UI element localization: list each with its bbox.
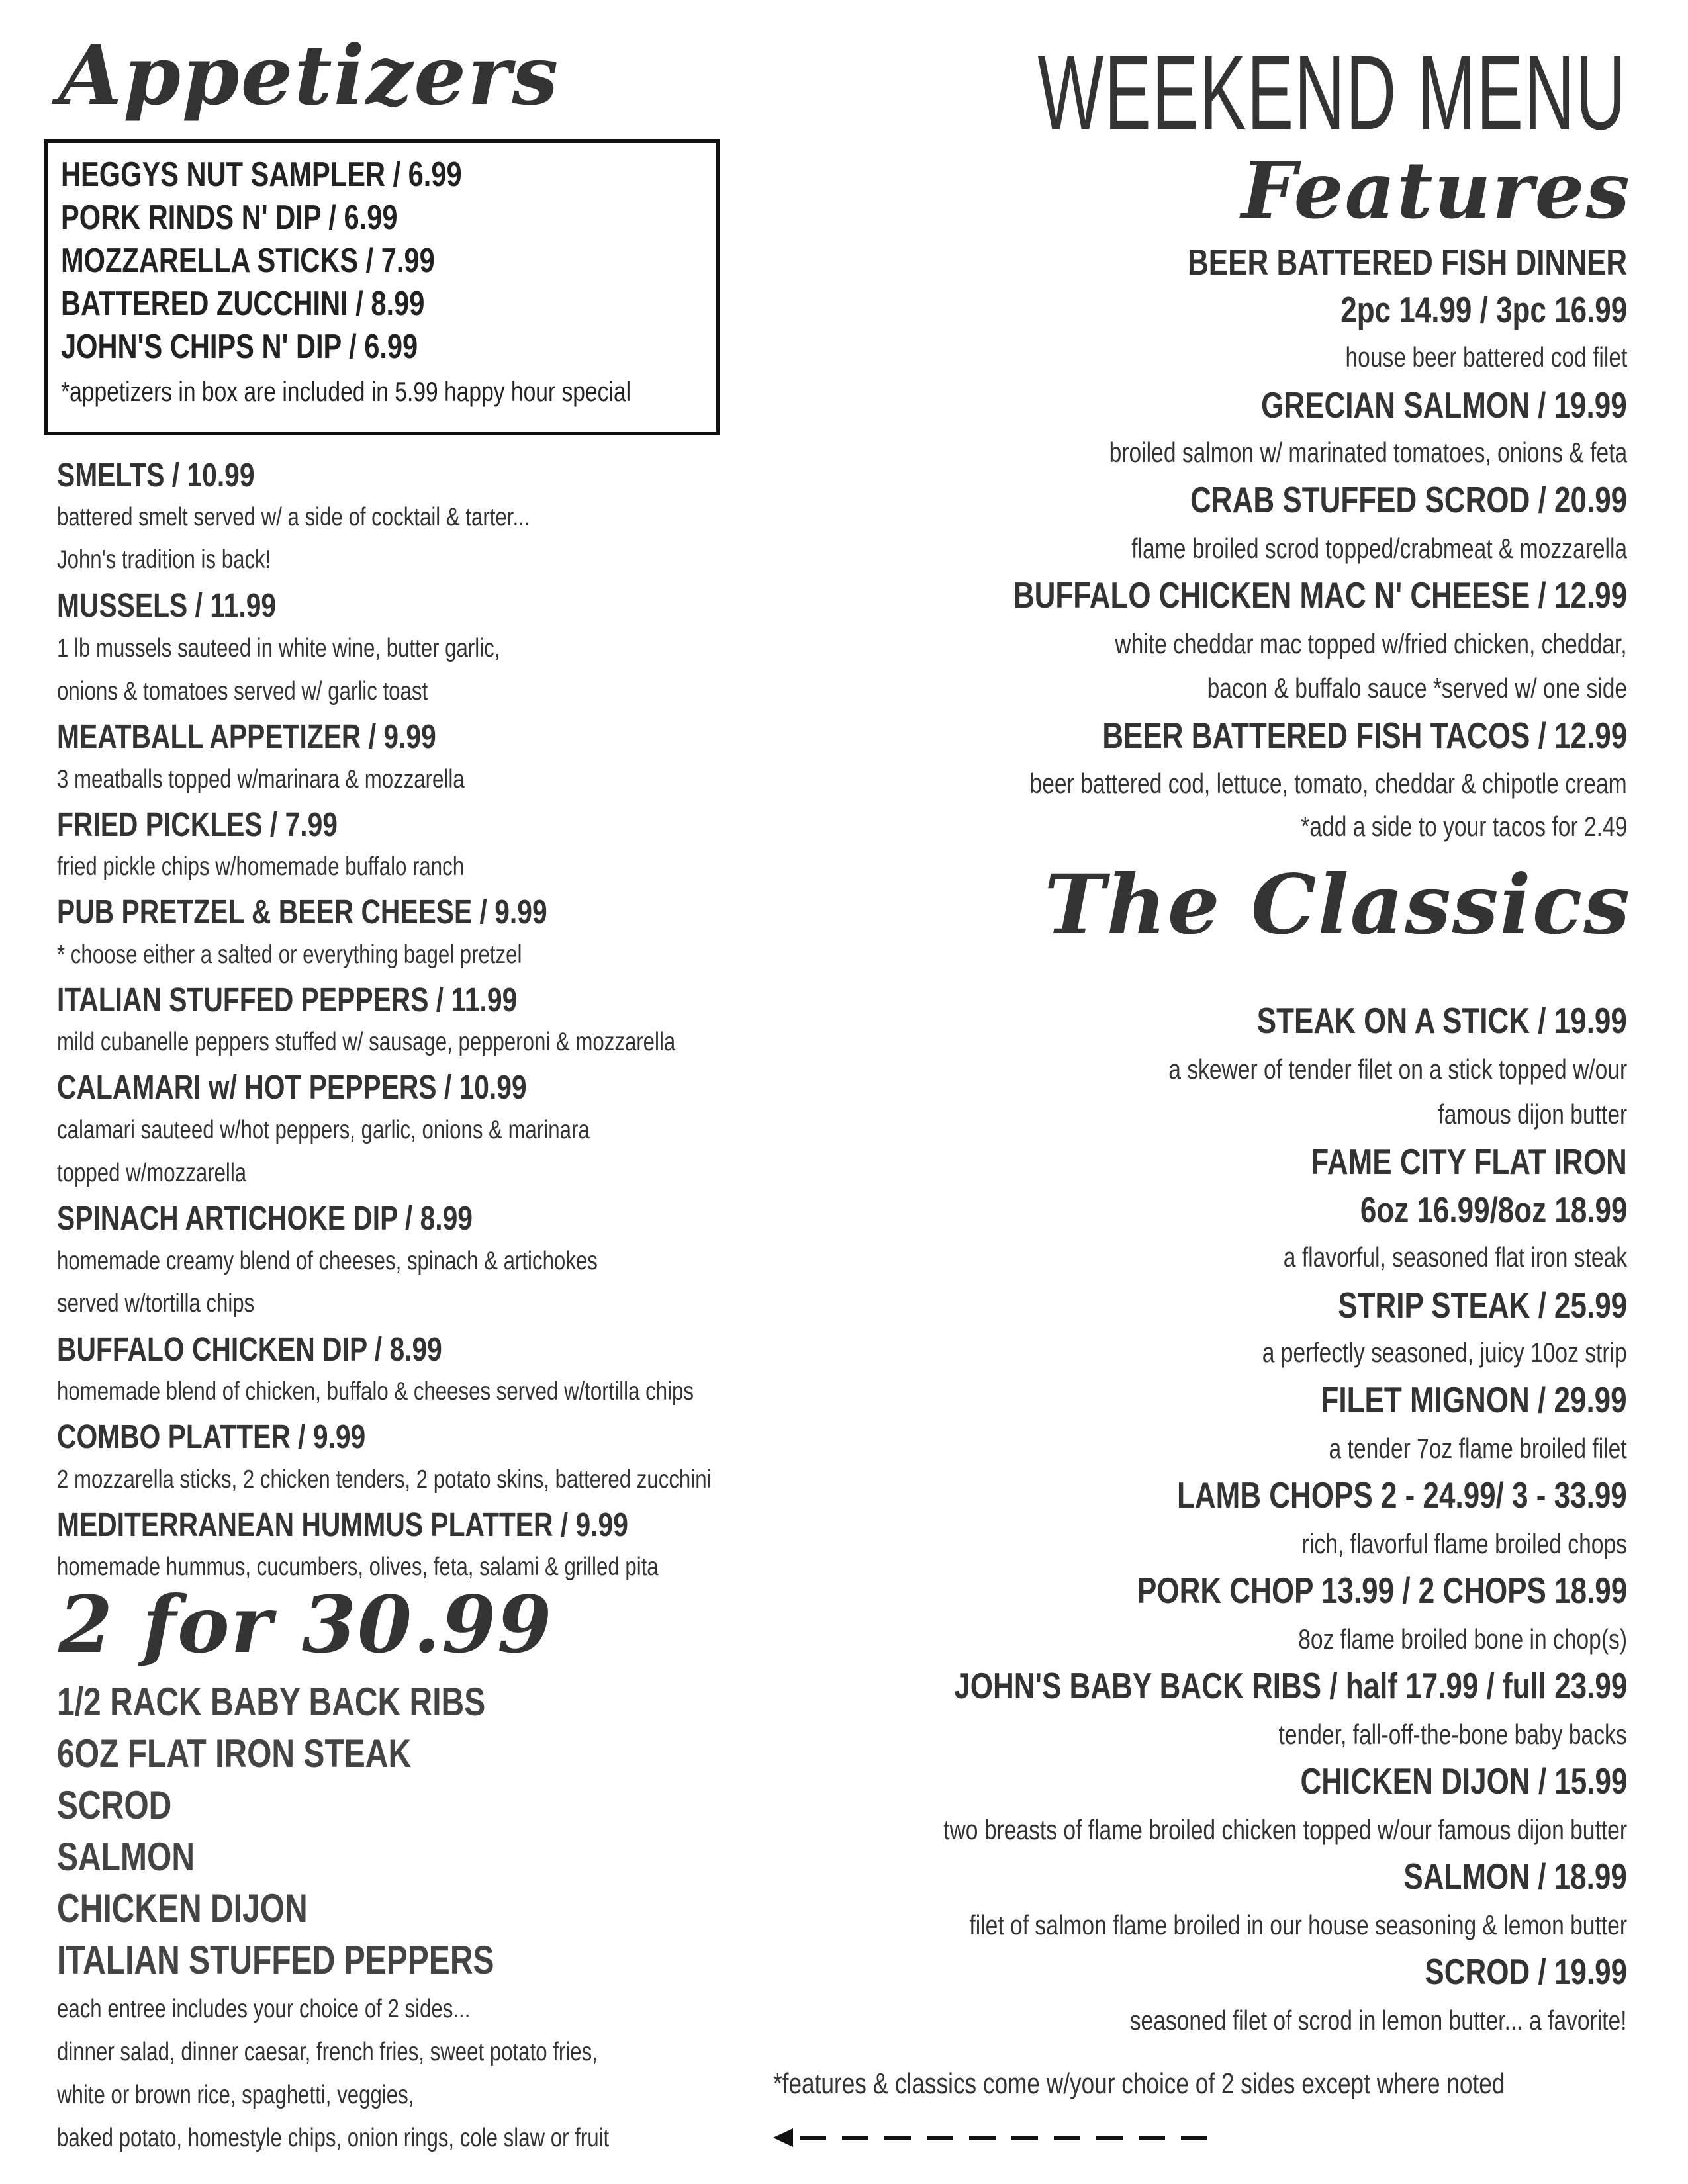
menu-item-title: SCROD / 19.99 — [1425, 1951, 1627, 1992]
menu-item-title: SPINACH ARTICHOKE DIP / 8.99 — [57, 1199, 473, 1237]
menu-item-desc: flame broiled scrod topped/crabmeat & mozzarella — [1131, 533, 1627, 564]
menu-item-title: BUFFALO CHICKEN MAC N' CHEESE / 12.99 — [1013, 574, 1627, 615]
menu-item-title: CHICKEN DIJON / 15.99 — [1300, 1760, 1627, 1801]
menu-item-desc: mild cubanelle peppers stuffed w/ sausage, pepperoni & mozzarella — [57, 1028, 676, 1056]
menu-item-desc: a skewer of tender filet on a stick topped w/our — [1168, 1054, 1627, 1085]
classics-heading: The Classics — [1044, 857, 1631, 953]
menu-item-title: CRAB STUFFED SCROD / 20.99 — [1190, 479, 1627, 520]
menu-item-desc: homemade creamy blend of cheeses, spinach & artichokes — [57, 1247, 598, 1275]
menu-item-title: STRIP STEAK / 25.99 — [1338, 1285, 1627, 1326]
menu-item-desc: homemade hummus, cucumbers, olives, feta, salami & grilled pita — [57, 1553, 659, 1581]
menu-item-desc: two breasts of flame broiled chicken topped w/our famous dijon butter — [943, 1814, 1627, 1845]
menu-item-desc: * choose either a salted or everything bagel pretzel — [57, 940, 522, 969]
menu-item-title: MUSSELS / 11.99 — [57, 586, 277, 624]
menu-item-desc: famous dijon butter — [1438, 1099, 1627, 1130]
menu-item-desc: John's tradition is back! — [57, 545, 271, 574]
menu-item-title: FAME CITY FLAT IRON — [1311, 1141, 1627, 1182]
menu-item-desc: served w/tortilla chips — [57, 1289, 255, 1318]
features-heading: Features — [1241, 144, 1631, 236]
menu-item-desc: tender, fall-off-the-bone baby backs — [1278, 1719, 1627, 1750]
menu-item-title: COMBO PLATTER / 9.99 — [57, 1418, 366, 1455]
sides-footnote: *features & classics come w/your choice of 2 sides except where noted — [773, 2068, 1505, 2100]
box-item: JOHN'S CHIPS N' DIP / 6.99 — [61, 328, 418, 366]
menu-item-desc: a perfectly seasoned, juicy 10oz strip — [1262, 1337, 1627, 1368]
menu-item-title: 2pc 14.99 / 3pc 16.99 — [1340, 289, 1627, 330]
menu-item-desc: house beer battered cod filet — [1345, 341, 1627, 373]
menu-item-title: MEDITERRANEAN HUMMUS PLATTER / 9.99 — [57, 1506, 628, 1543]
menu-item-title: BEER BATTERED FISH TACOS / 12.99 — [1102, 715, 1627, 756]
menu-item-desc: homemade blend of chicken, buffalo & cheeses served w/tortilla chips — [57, 1377, 694, 1406]
menu-item-desc: beer battered cod, lettuce, tomato, cheddar & chipotle cream — [1029, 768, 1627, 799]
two-for-item: 6OZ FLAT IRON STEAK — [57, 1731, 412, 1776]
menu-item-title: PUB PRETZEL & BEER CHEESE / 9.99 — [57, 893, 547, 931]
menu-item-desc: 2 mozzarella sticks, 2 chicken tenders, 2 potato skins, battered zucchini — [57, 1465, 712, 1494]
menu-item-desc: fried pickle chips w/homemade buffalo ranch — [57, 852, 465, 881]
two-for-note: white or brown rice, spaghetti, veggies, — [57, 2081, 414, 2109]
menu-item-title: SALMON / 18.99 — [1403, 1856, 1627, 1897]
two-for-item: 1/2 RACK BABY BACK RIBS — [57, 1680, 486, 1724]
menu-item-desc: topped w/mozzarella — [57, 1159, 247, 1187]
menu-item-title: FILET MIGNON / 29.99 — [1321, 1379, 1627, 1420]
menu-item-desc: onions & tomatoes served w/ garlic toast — [57, 677, 428, 705]
page-title: WEEKEND MENU — [1037, 33, 1627, 152]
menu-item-desc: battered smelt served w/ a side of cocktail & tarter... — [57, 503, 530, 531]
menu-item-desc: rich, flavorful flame broiled chops — [1301, 1528, 1627, 1559]
menu-item-desc: 8oz flame broiled bone in chop(s) — [1298, 1623, 1627, 1655]
menu-item-title: BUFFALO CHICKEN DIP / 8.99 — [57, 1330, 442, 1368]
appetizers-heading: Appetizers — [58, 28, 560, 124]
dashed-left-arrow-icon — [773, 2124, 1210, 2151]
menu-item-title: MEATBALL APPETIZER / 9.99 — [57, 717, 436, 755]
menu-item-title: LAMB CHOPS 2 - 24.99/ 3 - 33.99 — [1177, 1475, 1627, 1516]
menu-item-title: BEER BATTERED FISH DINNER — [1187, 242, 1627, 283]
box-note: *appetizers in box are included in 5.99 happy hour special — [61, 376, 632, 407]
menu-item-title: ITALIAN STUFFED PEPPERS / 11.99 — [57, 981, 518, 1019]
menu-item-title: PORK CHOP 13.99 / 2 CHOPS 18.99 — [1137, 1570, 1627, 1611]
menu-item-desc: calamari sauteed w/hot peppers, garlic, onions & marinara — [57, 1116, 590, 1144]
menu-item-desc: *add a side to your tacos for 2.49 — [1300, 811, 1627, 842]
box-item: BATTERED ZUCCHINI / 8.99 — [61, 285, 425, 323]
menu-item-title: GRECIAN SALMON / 19.99 — [1261, 385, 1627, 426]
two-for-note: baked potato, homestyle chips, onion rings, cole slaw or fruit — [57, 2124, 610, 2152]
menu-item-title: CALAMARI w/ HOT PEPPERS / 10.99 — [57, 1068, 527, 1106]
menu-item-title: STEAK ON A STICK / 19.99 — [1256, 1000, 1627, 1041]
menu-item-desc: a flavorful, seasoned flat iron steak — [1283, 1242, 1627, 1273]
menu-item-desc: 1 lb mussels sauteed in white wine, butter garlic, — [57, 634, 500, 662]
happy-hour-appetizer-box — [44, 139, 720, 435]
box-item: HEGGYS NUT SAMPLER / 6.99 — [61, 156, 462, 194]
box-item: MOZZARELLA STICKS / 7.99 — [61, 242, 435, 280]
menu-item-title: SMELTS / 10.99 — [57, 456, 255, 494]
menu-item-title: 6oz 16.99/8oz 18.99 — [1360, 1189, 1627, 1230]
menu-item-desc: filet of salmon flame broiled in our house seasoning & lemon butter — [969, 1909, 1627, 1940]
two-for-note: dinner salad, dinner caesar, french fries, sweet potato fries, — [57, 2038, 598, 2066]
menu-item-desc: broiled salmon w/ marinated tomatoes, onions & feta — [1109, 437, 1627, 468]
box-item: PORK RINDS N' DIP / 6.99 — [61, 199, 398, 237]
two-for-heading: 2 for 30.99 — [58, 1578, 553, 1670]
menu-item-title: FRIED PICKLES / 7.99 — [57, 805, 338, 843]
menu-item-title: JOHN'S BABY BACK RIBS / half 17.99 / full 23.99 — [953, 1665, 1627, 1706]
menu-item-desc: seasoned filet of scrod in lemon butter... a favorite! — [1130, 2005, 1627, 2036]
two-for-note: each entree includes your choice of 2 sides... — [57, 1995, 471, 2023]
two-for-item: ITALIAN STUFFED PEPPERS — [57, 1938, 494, 1982]
menu-item-desc: white cheddar mac topped w/fried chicken, cheddar, — [1115, 628, 1627, 659]
two-for-item: CHICKEN DIJON — [57, 1886, 308, 1931]
menu-item-desc: a tender 7oz flame broiled filet — [1329, 1433, 1627, 1464]
menu-item-desc: 3 meatballs topped w/marinara & mozzarella — [57, 765, 465, 794]
menu-item-desc: bacon & buffalo sauce *served w/ one side — [1207, 672, 1627, 704]
two-for-item: SCROD — [57, 1783, 172, 1827]
two-for-item: SALMON — [57, 1835, 195, 1879]
